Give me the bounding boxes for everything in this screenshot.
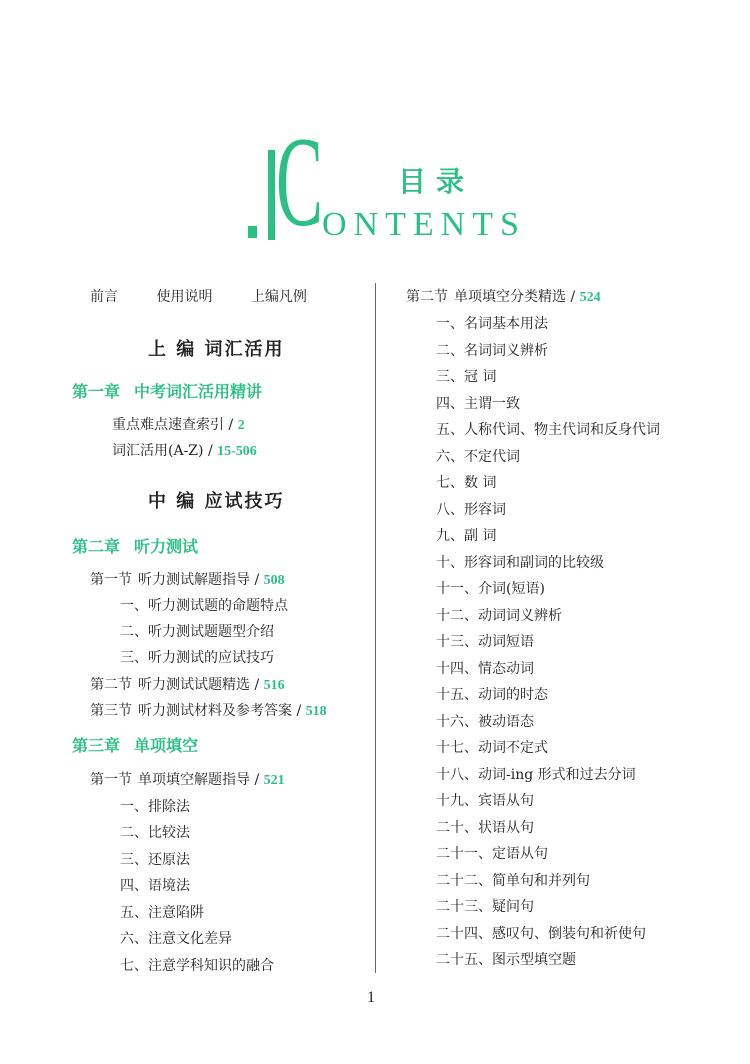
- list-item[interactable]: 三、冠 词: [436, 369, 497, 385]
- section-label: 第二节: [406, 289, 448, 305]
- chapter-label: 第一章: [72, 382, 121, 401]
- list-item[interactable]: 四、语境法: [120, 878, 190, 894]
- list-item[interactable]: 二、比较法: [120, 825, 190, 841]
- entry-text: 单项填空解题指导 /: [138, 772, 264, 788]
- entry-text: 听力测试材料及参考答案 /: [138, 703, 306, 719]
- list-item[interactable]: 七、注意学科知识的融合: [120, 958, 274, 974]
- page-ref: 2: [237, 418, 245, 433]
- title-bar-decoration: [268, 150, 275, 240]
- preface-link[interactable]: 前言: [90, 289, 118, 305]
- list-item[interactable]: 十二、动词词义辨析: [436, 608, 562, 624]
- part-upper-heading: 上 编 词汇活用: [148, 339, 285, 360]
- page-ref: 524: [579, 290, 601, 305]
- list-item[interactable]: 二十、状语从句: [436, 820, 534, 836]
- list-item[interactable]: 八、形容词: [436, 502, 506, 518]
- list-item[interactable]: 三、听力测试的应试技巧: [120, 650, 274, 666]
- chapter-label: 第三章: [72, 736, 121, 755]
- title-chinese: 目录: [398, 165, 475, 198]
- page-ref: 521: [263, 773, 285, 788]
- title-contents-word: ONTENTS: [322, 206, 526, 243]
- toc-entry[interactable]: [112, 441, 257, 462]
- list-item[interactable]: 一、听力测试题的命题特点: [120, 598, 288, 614]
- page-ref: 15-506: [217, 444, 257, 459]
- chapter-title: 单项填空: [134, 736, 199, 755]
- list-item[interactable]: 二、听力测试题题型介绍: [120, 624, 274, 640]
- list-item[interactable]: 十九、宾语从句: [436, 793, 534, 809]
- list-item[interactable]: 四、主谓一致: [436, 396, 520, 412]
- section-entry[interactable]: [90, 675, 285, 696]
- list-item[interactable]: 二十三、疑问句: [436, 899, 534, 915]
- entry-text: 听力测试试题精选 /: [138, 677, 264, 693]
- page-ref: 516: [263, 678, 285, 693]
- chapter-title: 听力测试: [134, 537, 199, 556]
- list-item[interactable]: 二十五、图示型填空题: [436, 952, 576, 968]
- list-item[interactable]: 六、注意文化差异: [120, 931, 232, 947]
- page-ref: 518: [305, 704, 327, 719]
- chapter-title: 中考词汇活用精讲: [134, 382, 263, 401]
- list-item[interactable]: 十四、情态动词: [436, 661, 534, 677]
- section-entry[interactable]: [90, 570, 285, 591]
- chapter-3-heading[interactable]: [72, 735, 198, 757]
- section-label: 第三节: [90, 703, 132, 719]
- part-middle-heading: 中 编 应试技巧: [148, 491, 285, 512]
- list-item[interactable]: 十七、动词不定式: [436, 740, 548, 756]
- chapter-2-heading[interactable]: [72, 536, 198, 558]
- list-item[interactable]: 九、副 词: [436, 528, 497, 544]
- section-entry[interactable]: [90, 770, 285, 791]
- section-entry[interactable]: [90, 701, 327, 722]
- list-item[interactable]: 十五、动词的时态: [436, 687, 548, 703]
- list-item[interactable]: 二、名词词义辨析: [436, 343, 548, 359]
- list-item[interactable]: 十三、动词短语: [436, 634, 534, 650]
- list-item[interactable]: 一、排除法: [120, 799, 190, 815]
- list-item[interactable]: 三、还原法: [120, 852, 190, 868]
- list-item[interactable]: 十一、介词(短语): [436, 581, 545, 597]
- toc-entry[interactable]: [112, 415, 245, 436]
- chapter-1-heading[interactable]: [72, 381, 262, 403]
- upper-notes-link[interactable]: 上编凡例: [250, 289, 307, 305]
- list-item[interactable]: 二十一、定语从句: [436, 846, 548, 862]
- column-divider: [375, 283, 376, 973]
- list-item[interactable]: 七、数 词: [436, 475, 497, 491]
- list-item[interactable]: 六、不定代词: [436, 449, 520, 465]
- section-label: 第一节: [90, 572, 132, 588]
- section-label: 第一节: [90, 772, 132, 788]
- list-item[interactable]: 十、形容词和副词的比较级: [436, 555, 604, 571]
- list-item[interactable]: 二十四、感叹句、倒装句和祈使句: [436, 926, 646, 942]
- section-entry[interactable]: [406, 287, 601, 308]
- title-dot-decoration: [248, 226, 257, 238]
- list-item[interactable]: 五、人称代词、物主代词和反身代词: [436, 422, 660, 438]
- entry-text: 听力测试解题指导 /: [138, 572, 264, 588]
- usage-link[interactable]: 使用说明: [156, 289, 213, 305]
- page-ref: 508: [263, 573, 285, 588]
- preface-row: [90, 287, 341, 307]
- list-item[interactable]: 十六、被动语态: [436, 714, 534, 730]
- list-item[interactable]: 一、名词基本用法: [436, 316, 548, 332]
- chapter-label: 第二章: [72, 537, 121, 556]
- entry-text: 词汇活用(A-Z) /: [112, 443, 218, 459]
- page-number: 1: [367, 989, 375, 1006]
- entry-text: 单项填空分类精选 /: [454, 289, 580, 305]
- list-item[interactable]: 五、注意陷阱: [120, 905, 204, 921]
- list-item[interactable]: 十八、动词-ing 形式和过去分词: [436, 767, 636, 783]
- list-item[interactable]: 二十二、简单句和并列句: [436, 873, 590, 889]
- entry-text: 重点难点速查索引 /: [112, 417, 238, 433]
- section-label: 第二节: [90, 677, 132, 693]
- title-big-letter: C: [276, 111, 323, 253]
